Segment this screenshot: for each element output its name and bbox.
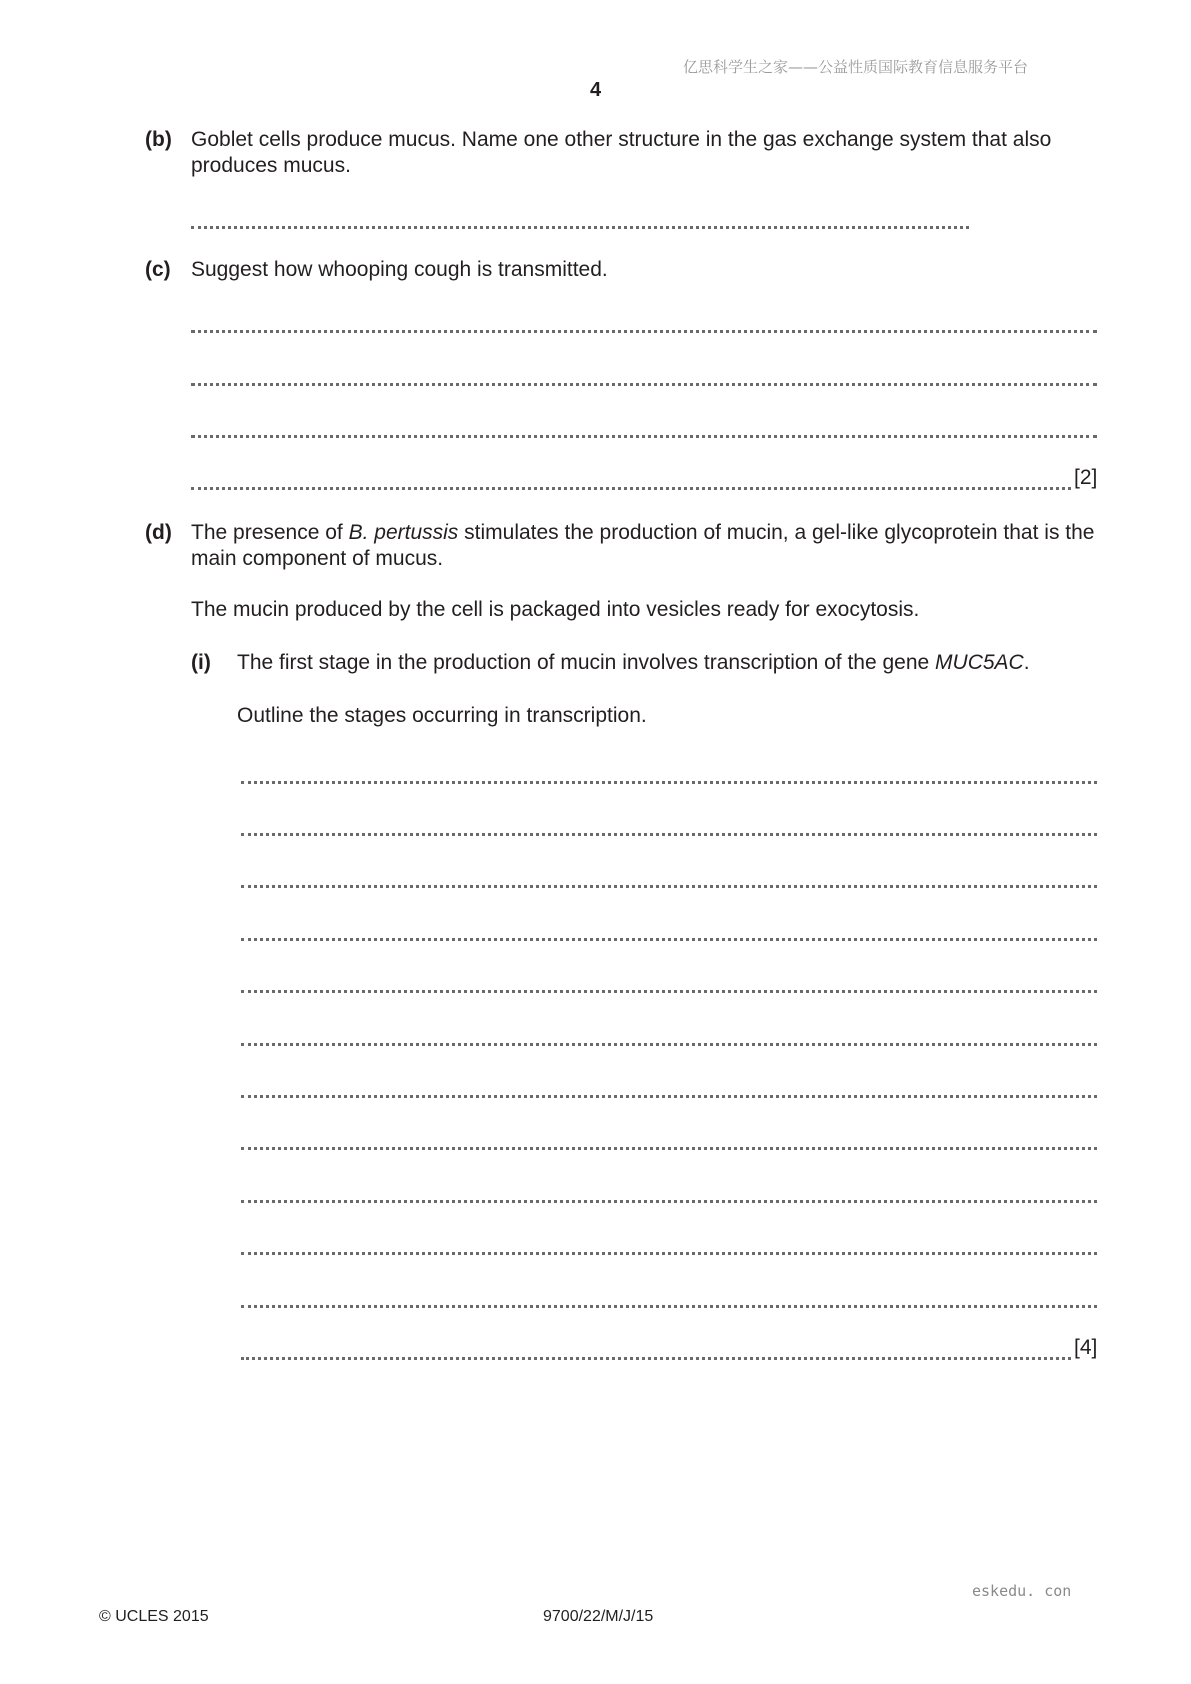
answer-line-d-i[interactable] (241, 1279, 1097, 1308)
answer-line-c[interactable] (191, 357, 1097, 386)
gene-name: MUC5AC (935, 651, 1024, 674)
question-d-i-text-post: . (1023, 651, 1030, 674)
answer-line-d-i[interactable] (241, 1121, 1097, 1150)
answer-line-d-i[interactable] (241, 912, 1097, 941)
paper-code: 9700/22/M/J/15 (543, 1608, 654, 1625)
answer-line-d-i[interactable] (241, 1174, 1097, 1203)
answer-line-d-i[interactable] (241, 807, 1097, 836)
question-b-text: Goblet cells produce mucus. Name one other structure in the gas exchange system that also produces mucus. (191, 128, 1052, 177)
question-d-label: (d) (145, 521, 172, 544)
answer-line-d-i[interactable] (241, 1017, 1097, 1046)
marks-d-i: [4] (1074, 1336, 1098, 1359)
site-watermark: eskedu. con (972, 1582, 1072, 1600)
question-b-label: (b) (145, 128, 172, 151)
answer-line-d-i[interactable] (241, 1069, 1097, 1098)
page-number: 4 (589, 79, 602, 101)
question-d-i-text-pre: The first stage in the production of mucin involves transcription of the gene (237, 651, 936, 674)
marks-c: [2] (1074, 466, 1098, 489)
question-c-text: Suggest how whooping cough is transmitted. (191, 258, 608, 281)
question-d-text2: The mucin produced by the cell is packaged into vesicles ready for exocytosis. (191, 598, 920, 621)
answer-line-c[interactable] (191, 461, 1071, 490)
watermark: 亿思科学生之家——公益性质国际教育信息服务平台 (683, 58, 1029, 76)
question-d-i-label: (i) (191, 651, 211, 674)
answer-line-d-i[interactable] (241, 1226, 1097, 1255)
organism-name: B. pertussis (348, 521, 459, 544)
question-d-i-text (237, 650, 1107, 676)
answer-line-d-i[interactable] (241, 755, 1097, 784)
question-d-text-post: stimulates the production of mucin, a gel-like glycoprotein that is the main component of mucus. (191, 521, 1095, 570)
answer-line-d-i[interactable] (241, 964, 1097, 993)
answer-line-c[interactable] (191, 409, 1097, 438)
answer-line-d-i[interactable] (241, 859, 1097, 888)
answer-line-b[interactable] (191, 200, 969, 229)
answer-line-d-i[interactable] (241, 1331, 1071, 1360)
question-d-text-pre: The presence of (191, 521, 349, 544)
question-d-i-instruction: Outline the stages occurring in transcription. (237, 704, 647, 727)
copyright: © UCLES 2015 (99, 1608, 209, 1625)
question-d-text (191, 520, 1103, 572)
question-c-label: (c) (145, 258, 171, 281)
answer-line-c[interactable] (191, 304, 1097, 333)
